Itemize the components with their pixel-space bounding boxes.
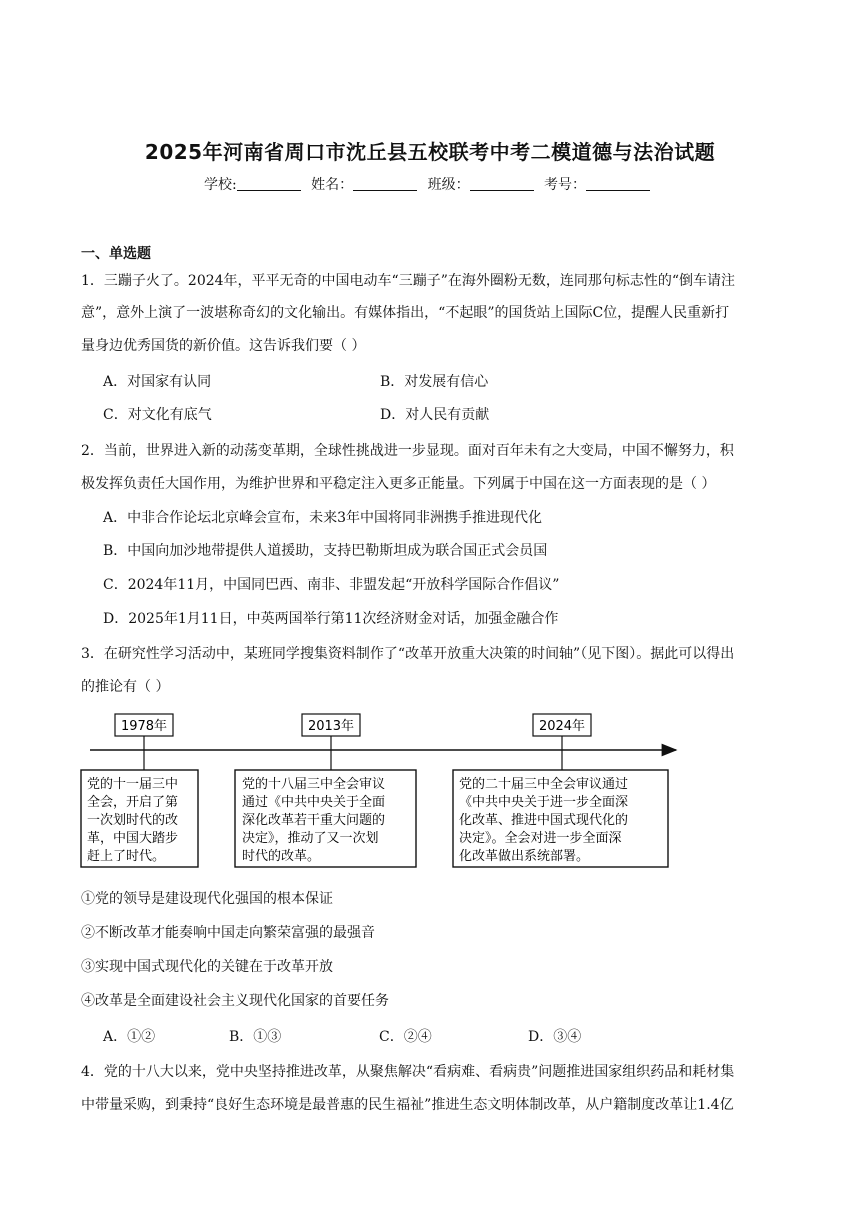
q2-line-2: 极发挥负责任大国作用，为维护世界和平稳定注入更多正能量。下列属于中国在这一方面表现的是（ ） xyxy=(81,476,716,492)
event-1978-line-1: 党的十一届三中 xyxy=(87,777,179,792)
event-2024-line-2: 《中共中央关于进一步全面深 xyxy=(459,795,629,810)
q2-option-b[interactable]: B．中国向加沙地带提供人道援助，支持巴勒斯坦成为联合国正式会员国 xyxy=(103,543,548,559)
event-2013-line-2: 通过《中共中央关于全面 xyxy=(242,795,386,810)
q1-option-d[interactable]: D．对人民有贡献 xyxy=(380,407,490,423)
q1-line-1: 1．三蹦子火了。2024年，平平无奇的中国电动车“三蹦子”在海外圈粉无数，连同那句标志性的“倒车请注 xyxy=(81,273,736,289)
school-blank[interactable] xyxy=(237,177,301,191)
event-1978-line-4: 革，中国大踏步 xyxy=(87,831,179,846)
q3-option-b[interactable]: B．①③ xyxy=(229,1029,282,1045)
q1-option-a[interactable]: A．对国家有认同 xyxy=(103,374,212,390)
q2-option-c[interactable]: C．2024年11月，中国同巴西、南非、非盟发起“开放科学国际合作倡议” xyxy=(103,577,560,593)
q1-option-b[interactable]: B．对发展有信心 xyxy=(380,374,489,390)
q3-option-d[interactable]: D．③④ xyxy=(528,1029,582,1045)
q3-option-a[interactable]: A．①② xyxy=(103,1029,156,1045)
event-2013-line-4: 决定》，推动了又一次划 xyxy=(242,831,379,846)
q2-option-d[interactable]: D．2025年1月11日，中英两国举行第11次经济财金对话，加强金融合作 xyxy=(103,611,559,627)
event-2013-line-5: 时代的改革。 xyxy=(242,849,321,864)
q3-statement-3: ③实现中国式现代化的关键在于改革开放 xyxy=(81,959,333,975)
section-title: 一、单选题 xyxy=(81,246,151,262)
q3-statement-2: ②不断改革才能奏响中国走向繁荣富强的最强音 xyxy=(81,925,375,941)
event-2024-line-4: 决定》。全会对进一步全面深 xyxy=(459,831,622,846)
q2-option-a[interactable]: A．中非合作论坛北京峰会宣布，未来3年中国将同非洲携手推进现代化 xyxy=(103,510,543,526)
event-2024-line-5: 化改革做出系统部署。 xyxy=(459,849,590,864)
q3-option-c[interactable]: C．②④ xyxy=(379,1029,432,1045)
q3-statement-1: ①党的领导是建设现代化强国的根本保证 xyxy=(81,891,333,907)
exam-title: 2025年河南省周口市沈丘县五校联考中考二模道德与法治试题 xyxy=(144,140,716,164)
event-2013-line-3: 深化改革若干重大问题的 xyxy=(242,813,386,828)
year-1978-label: 1978年 xyxy=(120,719,168,734)
student-info-line xyxy=(0,174,860,194)
event-2024-line-3: 化改革、推进中国式现代化的 xyxy=(459,813,629,828)
year-2013-label: 2013年 xyxy=(307,719,355,734)
q3-line-1: 3．在研究性学习活动中，某班同学搜集资料制作了“改革开放重大决策的时间轴”（见下图）。据此可以得出 xyxy=(81,646,735,662)
exam-number-blank[interactable] xyxy=(586,177,650,191)
q3-line-2: 的推论有（ ） xyxy=(81,679,170,695)
class-blank[interactable] xyxy=(470,177,534,191)
q4-line-2: 中带量采购，到秉持“良好生态环境是最普惠的民生福祉”推进生态文明体制改革，从户籍制度改革让1.4亿 xyxy=(81,1097,734,1113)
school-label: 学校: xyxy=(203,177,237,193)
q1-option-c[interactable]: C．对文化有底气 xyxy=(103,407,212,423)
event-1978-line-2: 全会，开启了第 xyxy=(87,795,179,810)
event-2024-line-1: 党的二十届三中全会审议通过 xyxy=(459,777,629,792)
year-2024-label: 2024年 xyxy=(538,719,586,734)
exam-number-label: 考号： xyxy=(544,177,587,193)
q1-line-2: 意”，意外上演了一波堪称奇幻的文化输出。有媒体指出，“不起眼”的国货站上国际C位，提醒人民重新打 xyxy=(81,305,730,321)
q1-line-3: 量身边优秀国货的新价值。这告诉我们要（ ） xyxy=(81,338,366,354)
q2-line-1: 2．当前，世界进入新的动荡变革期，全球性挑战进一步显现。面对百年未有之大变局，中国不懈努力，积 xyxy=(81,443,734,459)
q3-statement-4: ④改革是全面建设社会主义现代化国家的首要任务 xyxy=(81,993,389,1009)
name-blank[interactable] xyxy=(353,177,417,191)
name-label: 姓名： xyxy=(311,177,354,193)
q4-line-1: 4．党的十八大以来，党中央坚持推进改革，从聚焦解决“看病难、看病贵”问题推进国家组织药品和耗材集 xyxy=(81,1064,735,1080)
class-label: 班级： xyxy=(427,177,470,193)
event-1978-line-3: 一次划时代的改 xyxy=(87,813,179,828)
reform-timeline-diagram xyxy=(0,708,860,868)
event-1978-line-5: 赶上了时代。 xyxy=(87,849,166,864)
event-2013-line-1: 党的十八届三中全会审议 xyxy=(242,777,386,792)
